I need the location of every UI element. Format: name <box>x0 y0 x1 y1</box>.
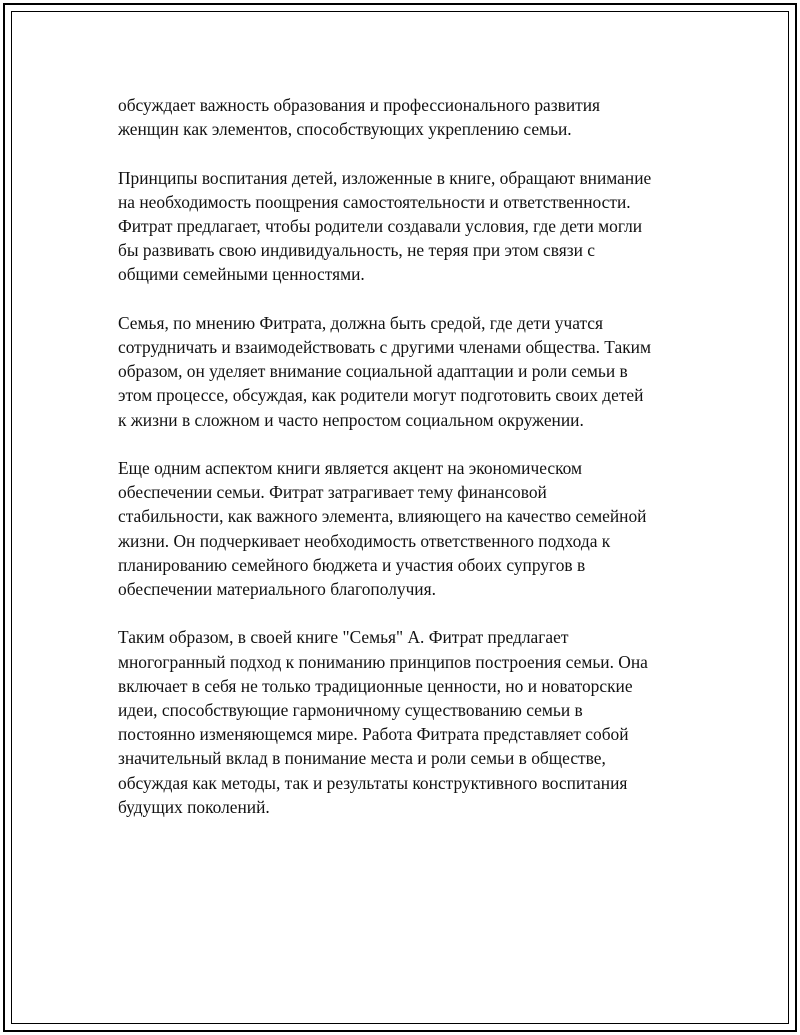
text-line: к жизни в сложном и часто непростом социальном окружении. <box>118 409 584 430</box>
text-line: идеи, способствующие гармоничному существованию семьи в <box>118 700 583 721</box>
text-line: Еще одним аспектом книги является акцент на экономическом <box>118 458 583 478</box>
text-line: обеспечении семьи. Фитрат затрагивает тему финансовой <box>118 482 547 503</box>
text-line: Семья, по мнению Фитрата, должна быть средой, где дети учатся <box>118 312 604 333</box>
text-line: сотрудничать и взаимодействовать с другими членами общества. Таким <box>118 337 651 357</box>
text-line: на необходимость поощрения самостоятельности и ответственности. <box>118 191 631 212</box>
text-line: Таким образом, в своей книге "Семья" А. Фитрат предлагает <box>118 627 569 648</box>
text-line: жизни. Он подчеркивает необходимость ответственного подхода к <box>118 530 611 551</box>
paragraph-4 <box>118 456 718 601</box>
paragraph-2 <box>118 166 718 287</box>
text-line: планированию семейного бюджета и участия обоих супругов в <box>118 554 586 575</box>
paragraph-1 <box>118 93 718 141</box>
text-line: Фитрат предлагает, чтобы родители создавали условия, где дети могли <box>118 216 643 236</box>
text-line: стабильности, как важного элемента, влияющего на качество семейной <box>118 506 647 527</box>
text-line: включает в себя не только традиционные ценности, но и новаторские <box>118 675 633 696</box>
text-line: постоянно изменяющемся мире. Работа Фитрата представляет собой <box>118 724 629 745</box>
paragraph-3 <box>118 311 718 432</box>
text-line: бы развивать свою индивидуальность, не теряя при этом связи с <box>118 240 596 261</box>
text-line: общими семейными ценностями. <box>118 264 365 285</box>
text-line: многогранный подход к пониманию принципов построения семьи. Она <box>118 651 648 672</box>
text-line: обсуждая как методы, так и результаты конструктивного воспитания <box>118 772 628 793</box>
text-line: обеспечении материального благополучия. <box>118 579 436 600</box>
text-line: обсуждает важность образования и профессионального развития <box>118 95 601 115</box>
document-body <box>118 93 718 843</box>
text-line: этом процессе, обсуждая, как родители могут подготовить своих детей <box>118 385 644 406</box>
text-line: значительный вклад в понимание места и роли семьи в обществе, <box>118 748 606 769</box>
text-line: образом, он уделяет внимание социальной адаптации и роли семьи в <box>118 361 628 382</box>
text-line: Принципы воспитания детей, изложенные в книге, обращают внимание <box>118 167 652 188</box>
text-line: женщин как элементов, способствующих укреплению семьи. <box>118 119 572 140</box>
text-line: будущих поколений. <box>118 796 270 817</box>
paragraph-5 <box>118 625 718 819</box>
